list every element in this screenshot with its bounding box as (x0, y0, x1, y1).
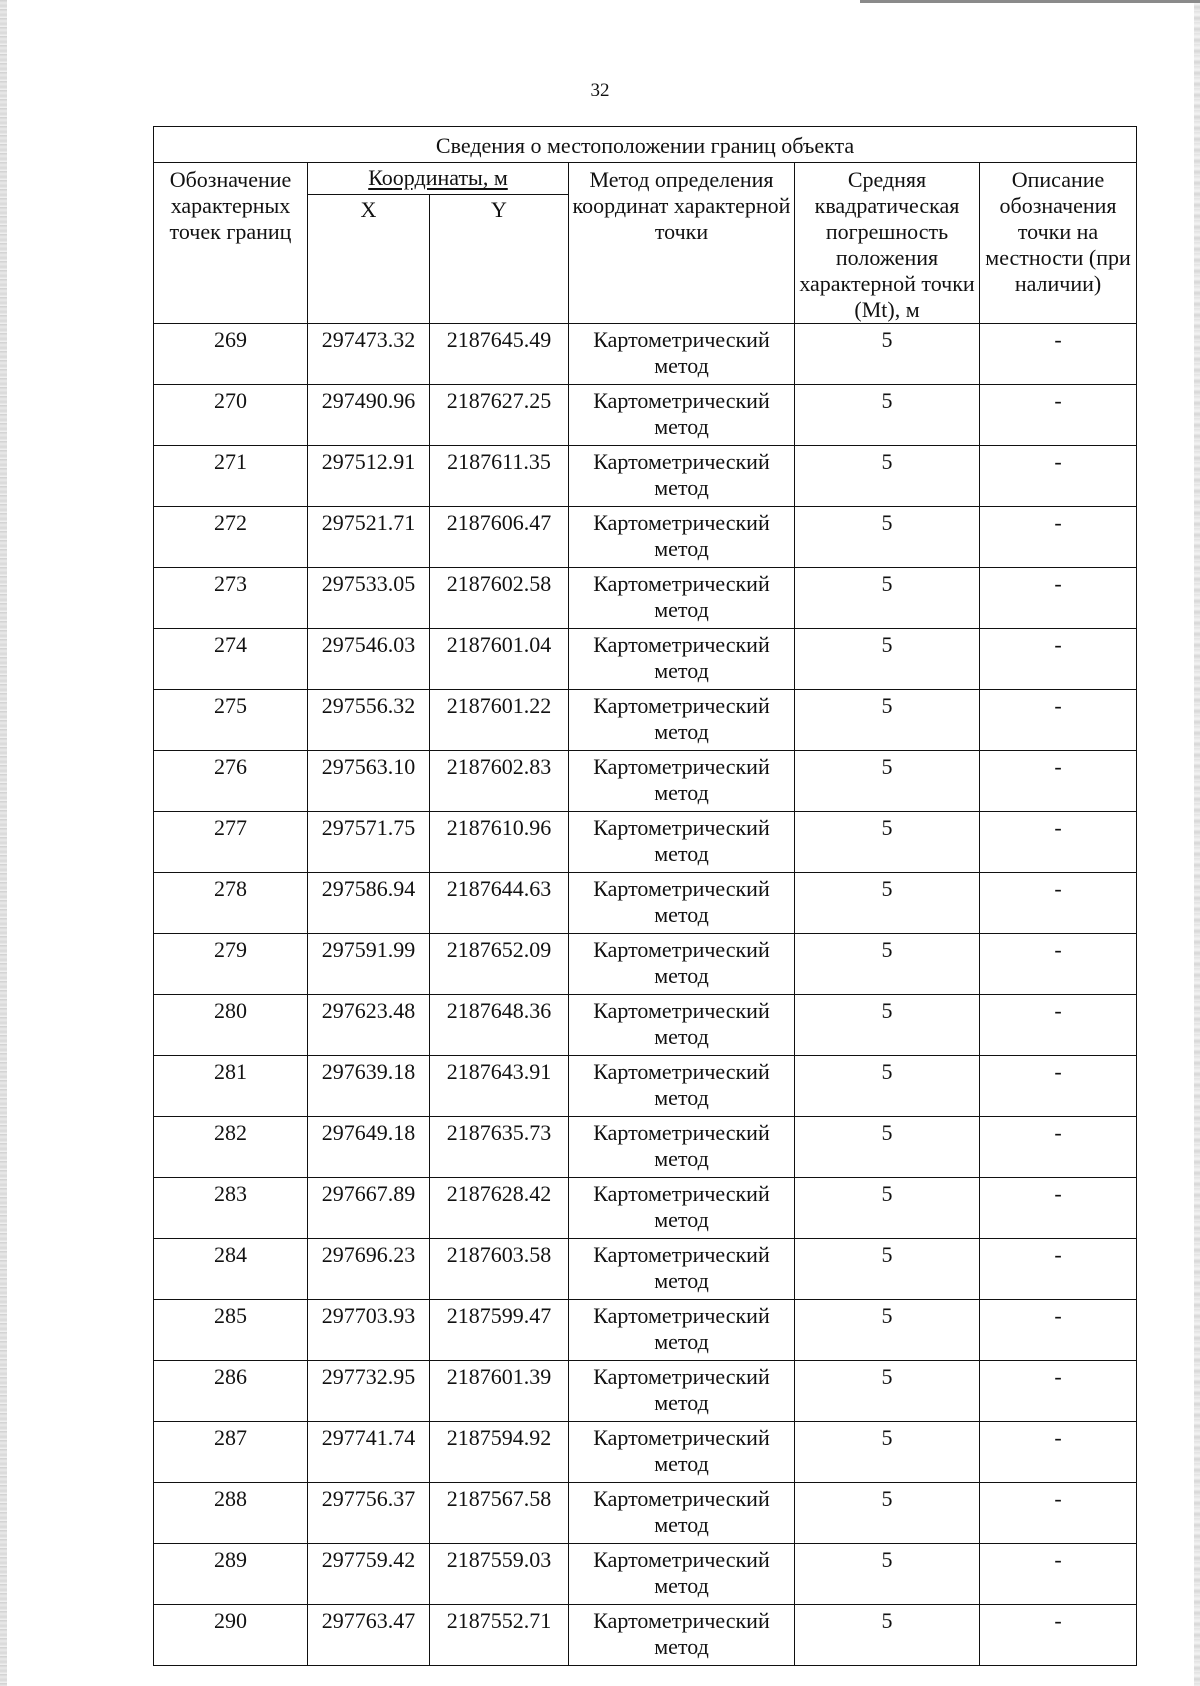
y-coordinate-cell: 2187602.58 (430, 568, 569, 629)
y-coordinate-cell: 2187599.47 (430, 1300, 569, 1361)
error-cell: 5 (795, 446, 980, 507)
y-coordinate-cell: 2187602.83 (430, 751, 569, 812)
x-coordinate-cell: 297546.03 (308, 629, 430, 690)
y-coordinate-cell: 2187567.58 (430, 1483, 569, 1544)
method-cell: Картометрический метод (569, 1056, 795, 1117)
description-cell: - (980, 1422, 1137, 1483)
header-error: Средняя квадратическая погрешность положения характерной точки (Mt), м (795, 163, 980, 324)
table-row (154, 1361, 1137, 1422)
description-cell: - (980, 690, 1137, 751)
point-number-cell: 278 (154, 873, 308, 934)
table-row (154, 1483, 1137, 1544)
y-coordinate-cell: 2187601.39 (430, 1361, 569, 1422)
method-cell: Картометрический метод (569, 934, 795, 995)
table-row (154, 1239, 1137, 1300)
x-coordinate-cell: 297533.05 (308, 568, 430, 629)
x-coordinate-cell: 297623.48 (308, 995, 430, 1056)
table-row (154, 568, 1137, 629)
x-coordinate-cell: 297586.94 (308, 873, 430, 934)
header-x: X (308, 194, 430, 323)
error-cell: 5 (795, 568, 980, 629)
x-coordinate-cell: 297639.18 (308, 1056, 430, 1117)
y-coordinate-cell: 2187645.49 (430, 324, 569, 385)
error-cell: 5 (795, 934, 980, 995)
error-cell: 5 (795, 507, 980, 568)
error-cell: 5 (795, 324, 980, 385)
point-number-cell: 282 (154, 1117, 308, 1178)
y-coordinate-cell: 2187603.58 (430, 1239, 569, 1300)
method-cell: Картометрический метод (569, 1422, 795, 1483)
point-number-cell: 283 (154, 1178, 308, 1239)
description-cell: - (980, 1300, 1137, 1361)
error-cell: 5 (795, 751, 980, 812)
description-cell: - (980, 1178, 1137, 1239)
x-coordinate-cell: 297473.32 (308, 324, 430, 385)
x-coordinate-cell: 297521.71 (308, 507, 430, 568)
error-cell: 5 (795, 1178, 980, 1239)
error-cell: 5 (795, 1483, 980, 1544)
point-number-cell: 271 (154, 446, 308, 507)
point-number-cell: 270 (154, 385, 308, 446)
method-cell: Картометрический метод (569, 690, 795, 751)
description-cell: - (980, 1056, 1137, 1117)
y-coordinate-cell: 2187594.92 (430, 1422, 569, 1483)
description-cell: - (980, 1239, 1137, 1300)
point-number-cell: 290 (154, 1605, 308, 1666)
point-number-cell: 289 (154, 1544, 308, 1605)
method-cell: Картометрический метод (569, 812, 795, 873)
point-number-cell: 281 (154, 1056, 308, 1117)
x-coordinate-cell: 297667.89 (308, 1178, 430, 1239)
error-cell: 5 (795, 1422, 980, 1483)
x-coordinate-cell: 297649.18 (308, 1117, 430, 1178)
x-coordinate-cell: 297732.95 (308, 1361, 430, 1422)
method-cell: Картометрический метод (569, 629, 795, 690)
x-coordinate-cell: 297563.10 (308, 751, 430, 812)
error-cell: 5 (795, 1300, 980, 1361)
x-coordinate-cell: 297759.42 (308, 1544, 430, 1605)
y-coordinate-cell: 2187552.71 (430, 1605, 569, 1666)
error-cell: 5 (795, 1239, 980, 1300)
point-number-cell: 284 (154, 1239, 308, 1300)
error-cell: 5 (795, 690, 980, 751)
x-coordinate-cell: 297556.32 (308, 690, 430, 751)
error-cell: 5 (795, 385, 980, 446)
y-coordinate-cell: 2187628.42 (430, 1178, 569, 1239)
x-coordinate-cell: 297741.74 (308, 1422, 430, 1483)
method-cell: Картометрический метод (569, 873, 795, 934)
method-cell: Картометрический метод (569, 751, 795, 812)
error-cell: 5 (795, 1117, 980, 1178)
y-coordinate-cell: 2187611.35 (430, 446, 569, 507)
method-cell: Картометрический метод (569, 1117, 795, 1178)
table-row (154, 1117, 1137, 1178)
point-number-cell: 269 (154, 324, 308, 385)
point-number-cell: 280 (154, 995, 308, 1056)
page-number: 32 (590, 80, 610, 101)
description-cell: - (980, 385, 1137, 446)
description-cell: - (980, 1117, 1137, 1178)
method-cell: Картометрический метод (569, 507, 795, 568)
description-cell: - (980, 1483, 1137, 1544)
point-number-cell: 273 (154, 568, 308, 629)
method-cell: Картометрический метод (569, 1483, 795, 1544)
header-y: Y (430, 194, 569, 323)
error-cell: 5 (795, 1056, 980, 1117)
table-row (154, 1178, 1137, 1239)
scan-edge-top (860, 0, 1200, 3)
error-cell: 5 (795, 1361, 980, 1422)
table-row (154, 446, 1137, 507)
description-cell: - (980, 507, 1137, 568)
y-coordinate-cell: 2187648.36 (430, 995, 569, 1056)
scan-edge-right (1194, 0, 1200, 1686)
x-coordinate-cell: 297591.99 (308, 934, 430, 995)
table-row (154, 934, 1137, 995)
description-cell: - (980, 446, 1137, 507)
description-cell: - (980, 324, 1137, 385)
x-coordinate-cell: 297490.96 (308, 385, 430, 446)
y-coordinate-cell: 2187644.63 (430, 873, 569, 934)
header-method: Метод определения координат характерной точки (569, 163, 795, 324)
error-cell: 5 (795, 873, 980, 934)
y-coordinate-cell: 2187643.91 (430, 1056, 569, 1117)
table-row (154, 995, 1137, 1056)
y-coordinate-cell: 2187652.09 (430, 934, 569, 995)
method-cell: Картометрический метод (569, 568, 795, 629)
x-coordinate-cell: 297696.23 (308, 1239, 430, 1300)
x-coordinate-cell: 297512.91 (308, 446, 430, 507)
y-coordinate-cell: 2187601.22 (430, 690, 569, 751)
y-coordinate-cell: 2187610.96 (430, 812, 569, 873)
description-cell: - (980, 751, 1137, 812)
point-number-cell: 272 (154, 507, 308, 568)
table-row (154, 751, 1137, 812)
description-cell: - (980, 1361, 1137, 1422)
table-row (154, 812, 1137, 873)
table-row (154, 690, 1137, 751)
point-number-cell: 286 (154, 1361, 308, 1422)
error-cell: 5 (795, 995, 980, 1056)
description-cell: - (980, 629, 1137, 690)
x-coordinate-cell: 297571.75 (308, 812, 430, 873)
table-title: Сведения о местоположении границ объекта (154, 127, 1137, 163)
error-cell: 5 (795, 1544, 980, 1605)
y-coordinate-cell: 2187635.73 (430, 1117, 569, 1178)
method-cell: Картометрический метод (569, 446, 795, 507)
header-coordinates: Координаты, м (308, 163, 569, 195)
table-body (154, 324, 1137, 1666)
header-designation: Обозначение характерных точек границ (154, 163, 308, 324)
table-row (154, 629, 1137, 690)
point-number-cell: 274 (154, 629, 308, 690)
header-description: Описание обозначения точки на местности (при наличии) (980, 163, 1137, 324)
y-coordinate-cell: 2187559.03 (430, 1544, 569, 1605)
table-row (154, 1605, 1137, 1666)
y-coordinate-cell: 2187601.04 (430, 629, 569, 690)
description-cell: - (980, 568, 1137, 629)
table-row (154, 1422, 1137, 1483)
table-row (154, 1300, 1137, 1361)
method-cell: Картометрический метод (569, 1361, 795, 1422)
table-row (154, 324, 1137, 385)
point-number-cell: 275 (154, 690, 308, 751)
point-number-cell: 287 (154, 1422, 308, 1483)
x-coordinate-cell: 297703.93 (308, 1300, 430, 1361)
y-coordinate-cell: 2187606.47 (430, 507, 569, 568)
table-row (154, 385, 1137, 446)
scan-edge-left (0, 0, 7, 1686)
method-cell: Картометрический метод (569, 1605, 795, 1666)
boundary-points-table (153, 126, 1137, 1666)
method-cell: Картометрический метод (569, 324, 795, 385)
y-coordinate-cell: 2187627.25 (430, 385, 569, 446)
description-cell: - (980, 934, 1137, 995)
method-cell: Картометрический метод (569, 385, 795, 446)
description-cell: - (980, 812, 1137, 873)
point-number-cell: 279 (154, 934, 308, 995)
description-cell: - (980, 1605, 1137, 1666)
description-cell: - (980, 873, 1137, 934)
error-cell: 5 (795, 1605, 980, 1666)
description-cell: - (980, 995, 1137, 1056)
table-row (154, 1056, 1137, 1117)
x-coordinate-cell: 297763.47 (308, 1605, 430, 1666)
table-row (154, 507, 1137, 568)
method-cell: Картометрический метод (569, 1178, 795, 1239)
method-cell: Картометрический метод (569, 1544, 795, 1605)
point-number-cell: 277 (154, 812, 308, 873)
method-cell: Картометрический метод (569, 1300, 795, 1361)
x-coordinate-cell: 297756.37 (308, 1483, 430, 1544)
method-cell: Картометрический метод (569, 995, 795, 1056)
method-cell: Картометрический метод (569, 1239, 795, 1300)
table-row (154, 873, 1137, 934)
description-cell: - (980, 1544, 1137, 1605)
point-number-cell: 285 (154, 1300, 308, 1361)
error-cell: 5 (795, 629, 980, 690)
point-number-cell: 276 (154, 751, 308, 812)
table-header (154, 127, 1137, 324)
error-cell: 5 (795, 812, 980, 873)
table-row (154, 1544, 1137, 1605)
point-number-cell: 288 (154, 1483, 308, 1544)
